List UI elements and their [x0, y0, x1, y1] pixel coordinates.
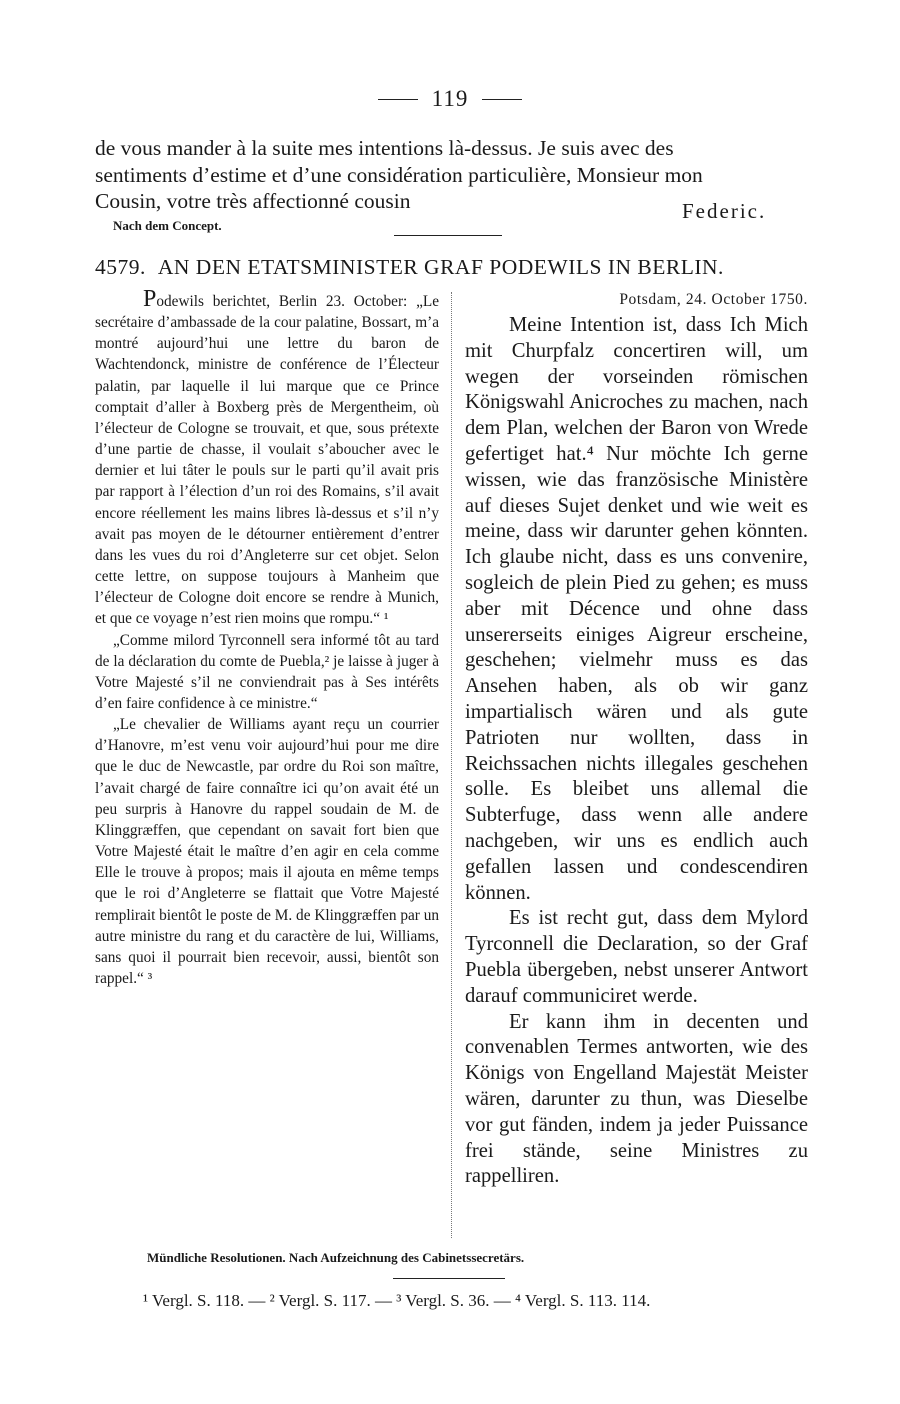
previous-letter-line: de vous mander à la suite mes intentions là-dessus. Je suis avec des: [95, 136, 674, 160]
footnote-divider: [393, 1278, 505, 1279]
response-paragraph: Meine Intention ist, dass Ich Mich mit Churpfalz concertiren will, um wegen der vorseinden römischen Königswahl Anicroches zu machen, nach dem Plan, welchen der Baron von Wrede gefertiget hat.⁴ Nur möchte Ich gerne wissen, wie das französische Ministère auf dieses Sujet denket und wie weit es meine, dass wir darunter gehen könnten. Ich glaube nicht, dass es uns convenire, sogleich de plein Pied zu gehen; es muss aber mit Décence und ohne dass unsererseits einiges Aigreur erscheine, geschehen; vielmehr muss es das Ansehen haben, als ob wir ganz impartialisch wären und als gute Patrioten nur wollten, dass in Reichssachen nichts illegales geschehen solle. Es bleibet uns allemal die Subterfuge, dass wenn alle andere nachgeben, wir uns es endlich auch gefallen lassen und condescendiren können.: [465, 314, 808, 904]
footnotes: ¹ Vergl. S. 118. — ² Vergl. S. 117. — ³ Vergl. S. 36. — ⁴ Vergl. S. 113. 114.: [143, 1291, 651, 1310]
resolution-note: Mündliche Resolutionen. Nach Aufzeichnung des Cabinetssecretärs.: [147, 1250, 525, 1265]
page-number-rule-right: [482, 99, 522, 100]
letter-title: AN DEN ETATSMINISTER GRAF PODEWILS IN BERLIN.: [157, 255, 724, 279]
dropcap: P: [143, 286, 157, 312]
page-number-rule-left: [378, 99, 418, 100]
report-paragraph: „Le chevalier de Williams ayant reçu un courrier d’Hanovre, m’est venu voir aujourd’hui pour me dire que le duc de Newcastle, par ordre du Roi son maître, l’avait chargé de faire connaître ici qu’on avait été un peu surpris à Hanovre du rappel soudain de M. de Klinggræffen, que cependant on savait fort bien que Votre Majesté était le maître d’en agir en cela comme Elle le trouve à propos; mais il ajouta en même temps que le roi d’Angleterre se flattait que Votre Majesté remplirait bientôt le poste de M. de Klinggræffen par un autre ministre du rang et du caractère de lui, Williams, sans quoi il pourrait bien recevoir, aussi, bientôt son rappel.“ ³: [95, 716, 439, 987]
source-note: Nach dem Concept.: [113, 218, 222, 233]
dateline: Potsdam, 24. October 1750.: [619, 291, 808, 308]
report-column: [95, 286, 439, 989]
report-paragraph-text: odewils berichtet, Berlin 23. October: „Le secrétaire d’ambassade de la cour palatine, Bossart, m’a montré aujourd’hui une lettre du baron de Wachtendonck, ministre de conférence de l’Électeur palatin, par laquelle il lui marque que ce Prince comptait d’aller à Boxberg près de Mergentheim, où l’électeur de Cologne se trouvait, et que, sous prétexte d’une partie de chasse, il voulait s’aboucher avec le dernier et lui tâter le pouls sur le parti qu’il avait pris par rapport à l’élection d’un roi des Romains, s’il avait encore réellement les mains libres là-dessus et s’il n’y avait pas moyen de le détourner entièrement d’entrer dans les vues du roi d’Angleterre sur cet objet. Selon cette lettre, on suppose toujours à Manheim que l’électeur de Cologne doit encore se rendre à Munich, et que ce voyage n’est rien moins que rompu.“ ¹: [95, 293, 439, 628]
report-paragraph: [95, 286, 439, 630]
page-number: 119: [431, 86, 469, 111]
section-divider: [394, 235, 502, 236]
letter-number: 4579.: [95, 255, 146, 279]
column-divider: [451, 292, 452, 1238]
report-paragraph: „Comme milord Tyrconnell sera informé tôt au tard de la déclaration du comte de Puebla,² je laisse à juger à Votre Majesté s’il ne conviendrait pas à Ses intérêts d’en faire confidence à ce ministre.“: [95, 631, 439, 712]
response-paragraph: Es ist recht gut, dass dem Mylord Tyrconnell die Declaration, so der Graf Puebla übergeben, nebst unserer Antwort darauf communiciret werde.: [465, 907, 808, 1007]
letter-heading: [95, 255, 810, 280]
page-number-row: [0, 86, 900, 112]
previous-letter-line: Cousin, votre très affectionné cousin: [95, 189, 411, 213]
previous-letter-line: sentiments d’estime et d’une considération particulière, Monsieur mon: [95, 162, 703, 187]
signature: Federic.: [682, 199, 767, 223]
response-column: [465, 289, 808, 1190]
response-paragraph: Er kann ihm in decenten und convenablen Termes antworten, wie des Königs von Engelland Majestät Meister wären, darunter zu thun, was Dieselbe vor gut fänden, indem ja jeder Puissance frei stände, seine Ministres zu rappelliren.: [465, 1010, 808, 1188]
